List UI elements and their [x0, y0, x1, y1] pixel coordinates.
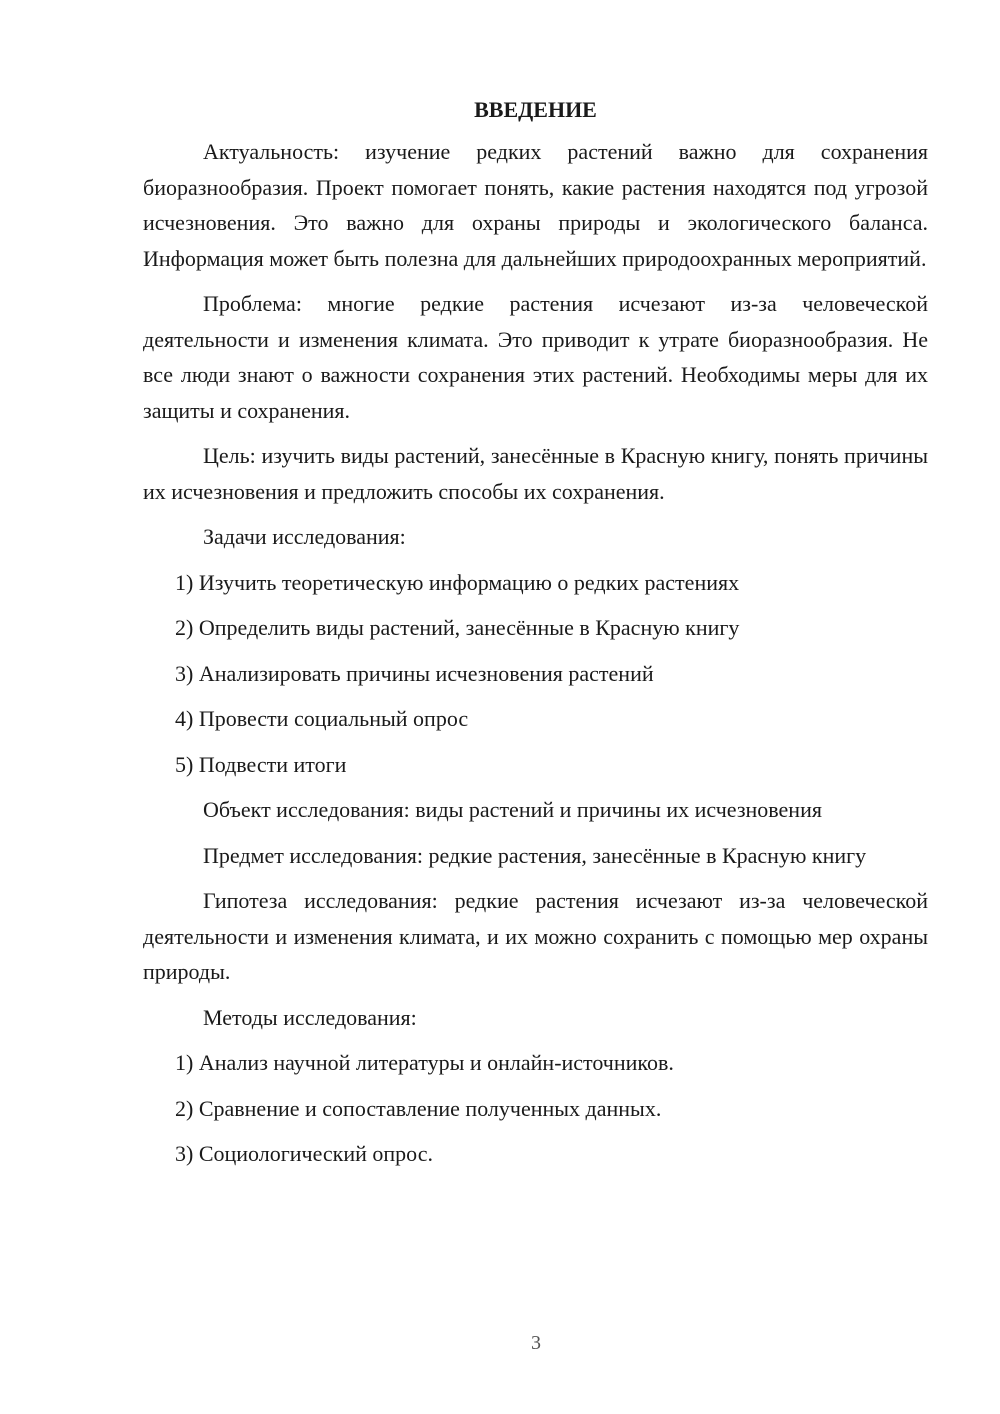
relevance-paragraph: Актуальность: изучение редких растений важно для сохранения биоразнообразия. Проект помогает понять, какие растения находятся под угрозой исчезновения. Это важно для охраны природы и экологического баланса. Информация может быть полезна для дальнейших природоохранных мероприятий. [143, 139, 928, 271]
task-item: 1) Изучить теоретическую информацию о редких растениях [175, 569, 740, 595]
method-item: 3) Социологический опрос. [175, 1141, 433, 1166]
method-item: 2) Сравнение и сопоставление полученных данных. [175, 1095, 662, 1121]
methods-list [143, 1045, 928, 1172]
object-paragraph: Объект исследования: виды растений и причины их исчезновения [203, 797, 822, 822]
problem-paragraph: Проблема: многие редкие растения исчезают из-за человеческой деятельности и изменения климата. Это приводит к утрате биоразнообразия. Не все люди знают о важности сохранения этих растений. Необходимы меры для их защиты и сохранения. [143, 291, 928, 423]
document-body [143, 92, 928, 1182]
task-item: 2) Определить виды растений, занесённые в Красную книгу [175, 615, 740, 640]
goal-paragraph: Цель: изучить виды растений, занесённые в Красную книгу, понять причины их исчезновения и предложить способы их сохранения. [143, 443, 928, 504]
hypothesis-paragraph: Гипотеза исследования: редкие растения исчезают из-за человеческой деятельности и изменения климата, и их можно сохранить с помощью мер охраны природы. [143, 888, 928, 984]
subject-paragraph: Предмет исследования: редкие растения, занесённые в Красную книгу [203, 842, 867, 868]
page-number: 3 [531, 1332, 541, 1354]
method-item: 1) Анализ научной литературы и онлайн-источников. [175, 1050, 674, 1075]
methods-heading: Методы исследования: [203, 1004, 417, 1030]
tasks-list [143, 565, 928, 783]
tasks-heading: Задачи исследования: [203, 524, 406, 549]
task-item: 3) Анализировать причины исчезновения растений [175, 660, 654, 686]
task-item: 5) Подвести итоги [175, 751, 347, 777]
task-item: 4) Провести социальный опрос [175, 706, 469, 731]
page-title: ВВЕДЕНИЕ [474, 97, 597, 122]
